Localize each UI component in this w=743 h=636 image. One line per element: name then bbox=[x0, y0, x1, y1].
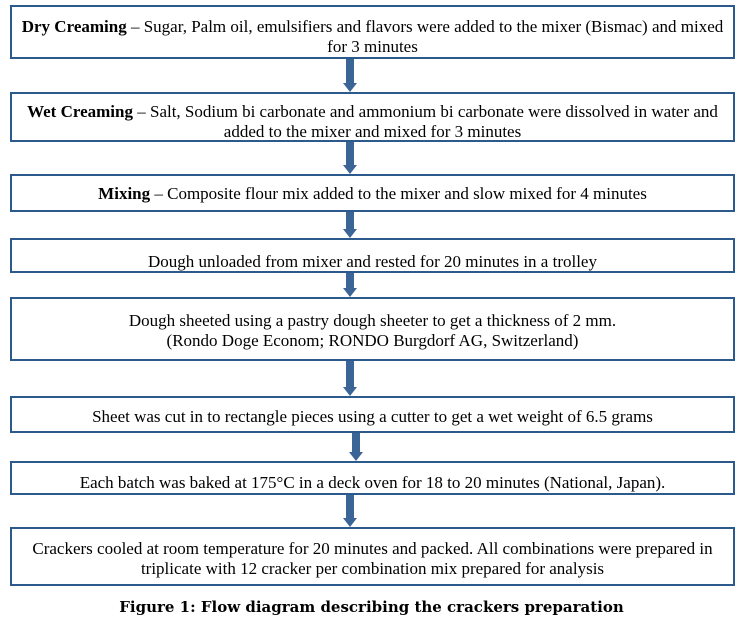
step-text: Dough sheeted using a pastry dough sheeter to get a thickness of 2 mm. bbox=[128, 311, 617, 330]
step-keyword: Wet Creaming bbox=[27, 102, 133, 121]
flow-arrow bbox=[343, 273, 357, 297]
step-wet-creaming bbox=[10, 92, 735, 142]
step-mixing bbox=[10, 174, 735, 212]
flow-arrow bbox=[343, 59, 357, 92]
flow-arrow bbox=[343, 212, 357, 238]
flow-arrow bbox=[349, 433, 363, 461]
step-equipment: (Rondo Doge Econom; RONDO Burgdorf AG, Switzerland) bbox=[166, 331, 579, 350]
step-dough-rest bbox=[10, 238, 735, 273]
step-keyword: Mixing bbox=[98, 184, 151, 203]
step-cutting bbox=[10, 396, 735, 433]
step-description: – Composite flour mix added to the mixer and slow mixed for 4 minutes bbox=[150, 184, 647, 203]
step-description: – Salt, Sodium bi carbonate and ammonium bi carbonate were dissolved in water and added to the mixer and mixed for 3 minutes bbox=[132, 102, 718, 141]
step-cooling-packing bbox=[10, 527, 735, 586]
step-text: Sheet was cut in to rectangle pieces using a cutter to get a wet weight of 6.5 grams bbox=[92, 407, 653, 426]
step-baking bbox=[10, 461, 735, 495]
flow-arrow bbox=[343, 361, 357, 396]
figure-caption: Figure 1: Flow diagram describing the crackers preparation bbox=[119, 598, 624, 616]
flow-arrow bbox=[343, 495, 357, 527]
step-text bbox=[18, 17, 727, 57]
step-text bbox=[18, 184, 727, 204]
step-text: Dough unloaded from mixer and rested for 20 minutes in a trolley bbox=[148, 252, 597, 271]
step-text bbox=[22, 102, 723, 142]
step-description: – Sugar, Palm oil, emulsifiers and flavors were added to the mixer (Bismac) and mixed for 3 minutes bbox=[126, 17, 724, 56]
step-dough-sheeting bbox=[10, 297, 735, 361]
step-dry-creaming bbox=[10, 5, 735, 59]
step-text: Crackers cooled at room temperature for 20 minutes and packed. All combinations were prepared in triplicate with 12 cracker per combination mix prepared for analysis bbox=[32, 539, 713, 578]
flow-arrow bbox=[343, 142, 357, 174]
step-keyword: Dry Creaming bbox=[21, 17, 127, 36]
step-text: Each batch was baked at 175°C in a deck oven for 18 to 20 minutes (National, Japan). bbox=[79, 473, 666, 492]
